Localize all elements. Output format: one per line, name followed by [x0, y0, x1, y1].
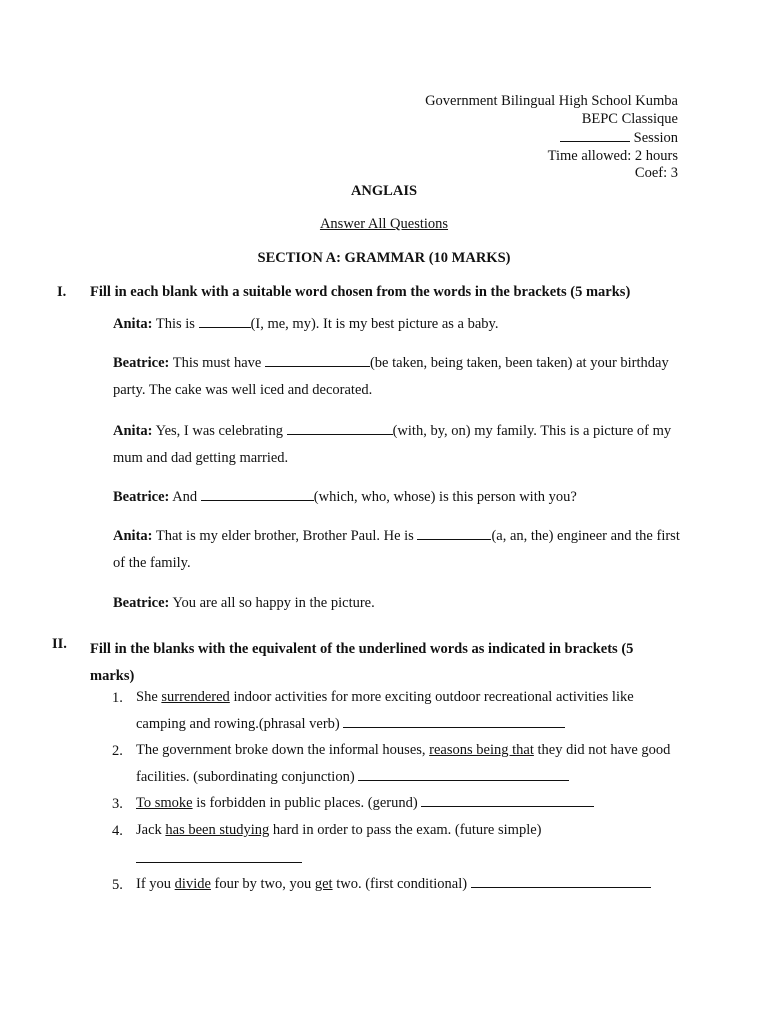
question-2-number: II. [52, 636, 67, 652]
line-text-before: Yes, I was celebrating [155, 423, 287, 439]
item-2-number: 2. [112, 743, 123, 759]
subject-title: ANGLAIS [350, 183, 418, 199]
school-name: Government Bilingual High School Kumba [425, 93, 678, 109]
exam-header [425, 93, 678, 183]
item-text: Jack [136, 822, 166, 838]
speaker-label: Anita: [113, 528, 153, 544]
dialogue-line-3 [113, 418, 683, 472]
question-1-heading: Fill in each blank with a suitable word chosen from the words in the brackets (5 marks) [90, 284, 631, 300]
line-text-after: (a, an, the) engineer and the first of the family. [113, 528, 680, 571]
speaker-label: Beatrice: [113, 595, 170, 611]
time-allowed: Time allowed: 2 hours [547, 147, 678, 164]
instruction: Answer All Questions [319, 216, 449, 232]
line-text-after: (be taken, being taken, been taken) at your birthday party. The cake was well iced and decorated. [113, 355, 669, 398]
dialogue-line-2 [113, 350, 683, 404]
answer-blank[interactable] [265, 353, 370, 367]
item-text: four by two, you [210, 876, 315, 892]
exam-name: BEPC Classique [581, 110, 678, 127]
answer-blank[interactable] [287, 421, 393, 435]
item-5-number: 5. [112, 877, 123, 893]
underlined-word: get [314, 876, 333, 892]
answer-blank[interactable] [421, 793, 594, 807]
item-1-number: 1. [112, 690, 123, 706]
item-2 [136, 737, 681, 791]
answer-blank[interactable] [471, 874, 651, 888]
item-3-number: 3. [112, 796, 123, 812]
underlined-word: divide [174, 876, 211, 892]
answer-blank[interactable] [358, 767, 569, 781]
item-text: indoor activities for more exciting outdoor recreational activities like camping and rowing.(phrasal verb) [136, 689, 634, 732]
coefficient: Coef: 3 [634, 165, 678, 182]
session-line [425, 128, 678, 148]
speaker-label: Beatrice: [113, 355, 170, 371]
line-text-before: That is my elder brother, Brother Paul. He is [155, 528, 418, 544]
question-2-heading: Fill in the blanks with the equivalent of the underlined words as indicated in brackets (5 marks) [90, 641, 634, 684]
answer-blank[interactable] [343, 714, 565, 728]
item-text: two. (first conditional) [332, 876, 471, 892]
line-text-before: This must have [172, 355, 265, 371]
question-1-number: I. [57, 284, 67, 300]
line-text-before: You are all so happy in the picture. [172, 595, 375, 611]
underlined-word: surrendered [161, 689, 230, 705]
session-blank [560, 128, 630, 142]
dialogue-line-5 [113, 523, 683, 577]
item-1 [136, 684, 681, 738]
dialogue-line-1 [113, 311, 683, 338]
speaker-label: Anita: [113, 316, 153, 332]
speaker-label: Anita: [113, 423, 153, 439]
session-label: Session [633, 130, 678, 147]
underlined-word: To smoke [136, 795, 193, 811]
item-3 [136, 790, 681, 817]
answer-blank[interactable] [136, 849, 302, 863]
item-4-number: 4. [112, 823, 123, 839]
item-text: they did not have good facilities. (subordinating conjunction) [136, 742, 671, 785]
item-text: hard in order to pass the exam. (future simple) [269, 822, 542, 838]
line-text-after: (which, who, whose) is this person with you? [313, 489, 577, 505]
speaker-label: Beatrice: [113, 489, 170, 505]
line-text-before: This is [155, 316, 199, 332]
line-text-after: (with, by, on) my family. This is a picture of my mum and dad getting married. [113, 423, 672, 466]
item-5 [136, 871, 681, 898]
item-text: The government broke down the informal houses, [136, 742, 430, 758]
section-heading: SECTION A: GRAMMAR (10 MARKS) [257, 250, 511, 266]
answer-blank[interactable] [201, 487, 314, 501]
line-text-before: And [172, 489, 201, 505]
dialogue-line-4 [113, 484, 683, 511]
item-text: If you [136, 876, 175, 892]
answer-blank[interactable] [199, 314, 251, 328]
line-text-after: (I, me, my). It is my best picture as a baby. [250, 316, 499, 332]
item-text: She [136, 689, 162, 705]
underlined-word: reasons being that [429, 742, 534, 758]
dialogue-line-6 [113, 590, 683, 617]
answer-blank[interactable] [417, 526, 491, 540]
underlined-word: has been studying [165, 822, 270, 838]
item-4 [136, 817, 681, 873]
item-text: is forbidden in public places. (gerund) [192, 795, 422, 811]
